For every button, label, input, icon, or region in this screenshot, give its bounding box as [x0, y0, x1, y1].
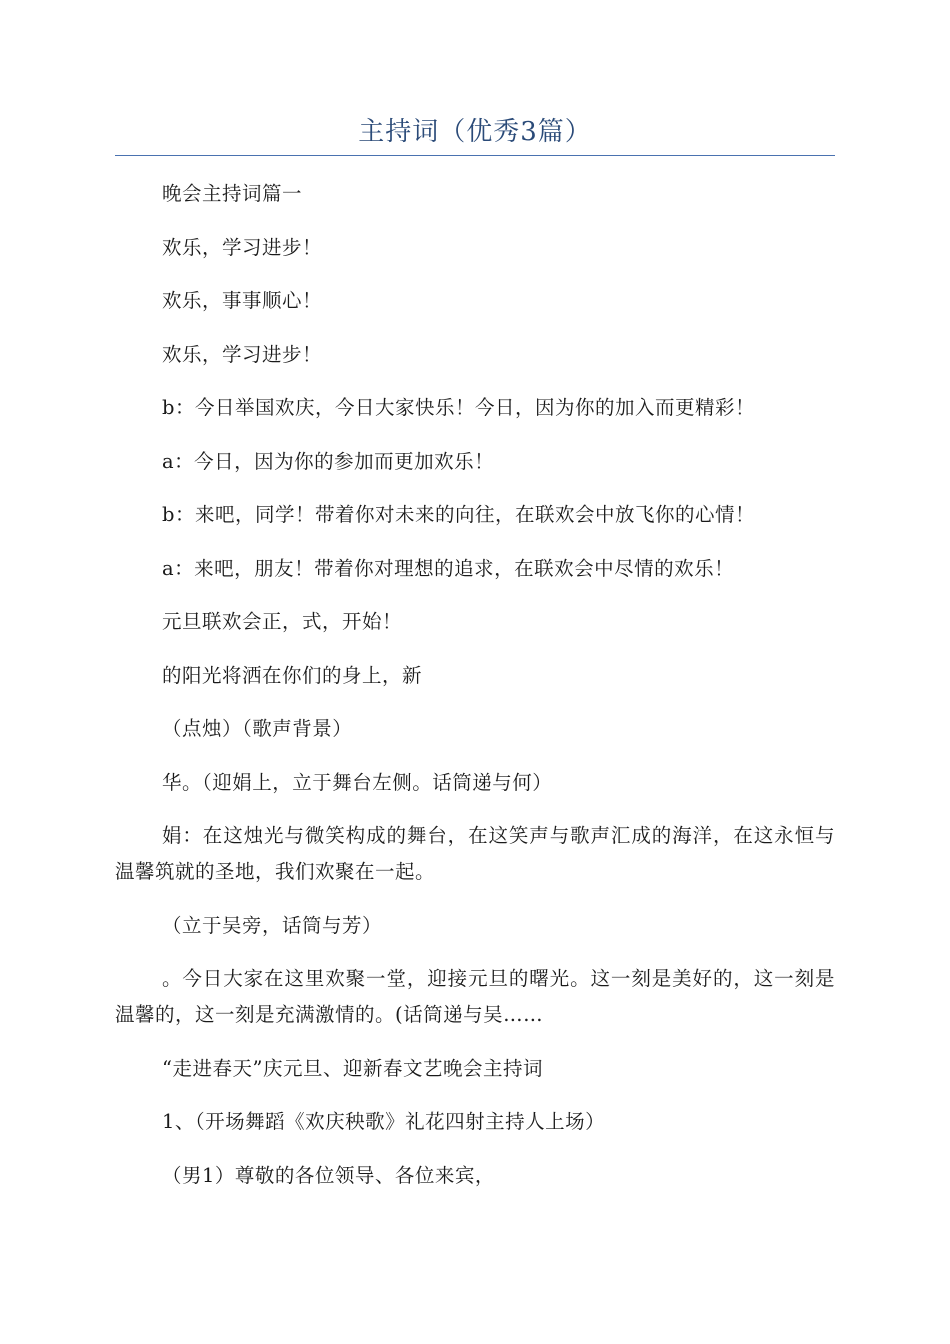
paragraph: b：来吧，同学！带着你对未来的向往，在联欢会中放飞你的心情！: [162, 503, 755, 526]
document-title: 主持词（优秀3篇）: [358, 117, 592, 147]
document-body: [115, 176, 835, 1194]
paragraph: a：来吧，朋友！带着你对理想的追求，在联欢会中尽情的欢乐！: [162, 556, 735, 580]
paragraph: 华。（迎娟上，立于舞台左侧。话筒递与何）: [162, 770, 553, 794]
paragraph: “走进春天”庆元旦、迎新春文艺晚会主持词: [162, 1056, 543, 1080]
paragraph: 欢乐，事事顺心！: [162, 289, 323, 312]
paragraph: （立于吴旁，话筒与芳）: [162, 913, 383, 937]
paragraph: 1、（开场舞蹈《欢庆秧歌》礼花四射主持人上场）: [162, 1110, 606, 1133]
paragraph: 的阳光将洒在你们的身上，新: [162, 663, 423, 687]
paragraph: 欢乐，学习进步！: [162, 342, 323, 366]
paragraph: b：今日举国欢庆，今日大家快乐！今日，因为你的加入而更精彩！: [162, 396, 755, 419]
paragraph: （男1）尊敬的各位领导、各位来宾，: [162, 1163, 495, 1187]
paragraph: 元旦联欢会正，式，开始！: [162, 610, 403, 633]
paragraph: 晚会主持词篇一: [162, 182, 303, 205]
paragraph: 。今日大家在这里欢聚一堂，迎接元旦的曙光。这一刻是美好的，这一刻是温馨的，这一刻是充满激情的。(话筒递与吴……: [115, 967, 835, 1026]
paragraph: a：今日，因为你的参加而更加欢乐！: [162, 449, 495, 473]
paragraph: 娟：在这烛光与微笑构成的舞台，在这笑声与歌声汇成的海洋，在这永恒与温馨筑就的圣地，我们欢聚在一起。: [115, 824, 835, 883]
paragraph: 欢乐，学习进步！: [162, 235, 323, 259]
title-underline: [115, 155, 835, 156]
paragraph: （点烛）（歌声背景）: [162, 717, 353, 740]
